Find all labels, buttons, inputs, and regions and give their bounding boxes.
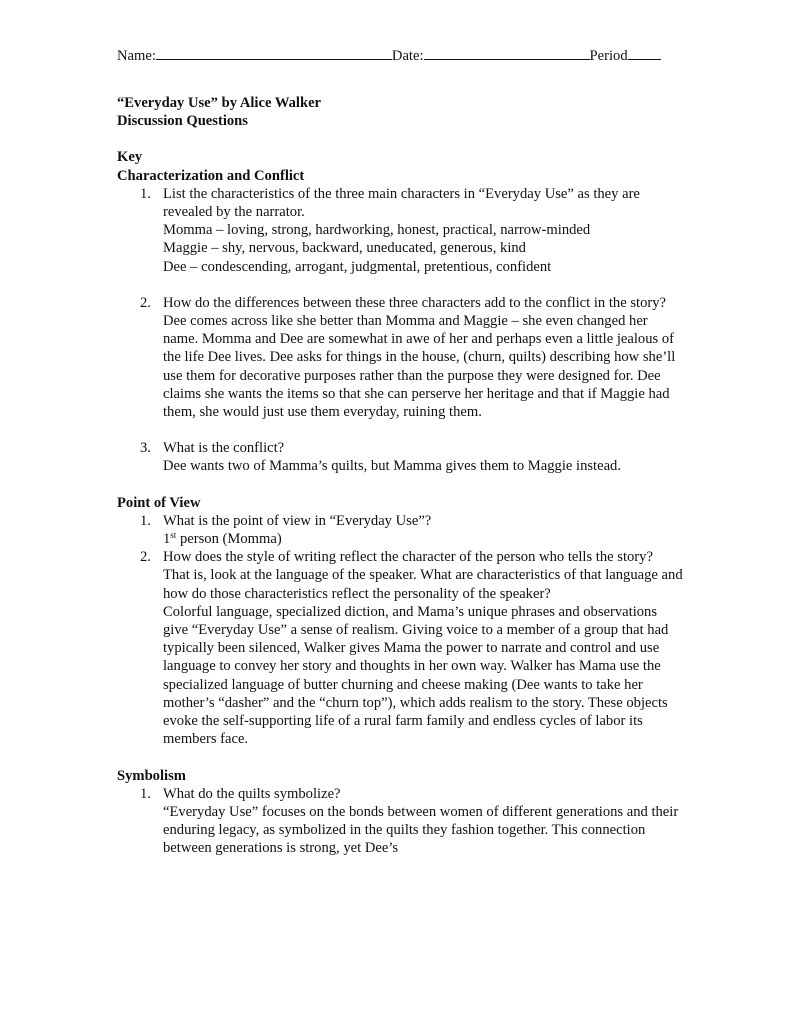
answer-text: Colorful language, specialized diction, and Mama’s unique phrases and observations give “Everyday Use” a sense of realism. Giving voice to a member of a group that had typically been silenced, Walker gives Mama the power to narrate and control and use language to convey her story and thoughts in her own way. Walker has Mama use the specialized language of butter churning and cheese making (Dee wants to take her mother’s “dasher” and the “churn top”), which adds realism to the story. These objects evoke the self-supporting life of a rural farm family and endless cycles of labor its members face. <box>163 603 669 748</box>
answer-momma: Momma – loving, strong, hardworking, honest, practical, narrow-minded <box>163 222 591 239</box>
date-blank-line <box>424 46 590 60</box>
key-block <box>117 148 683 184</box>
question-number: 2. <box>140 549 151 566</box>
answer-dee: Dee – condescending, arrogant, judgmental, pretentious, confident <box>163 258 552 275</box>
header-line <box>117 46 683 64</box>
answer-text: Dee comes across like she better than Momma and Maggie – she even changed her name. Momma and Dee are somewhat in awe of her and perhaps even a little jealous of the life Dee lives. Dee asks for things in the house, (churn, quilts) describing how she’ll use them for decorative purposes rather than the purpose they were designed for. Dee claims she wants the items so that she can perserve her heritage and that if Maggie had them, she would just use them everyday, ruining them. <box>163 313 676 421</box>
question-text: What is the conflict? <box>163 440 285 457</box>
section-heading-point-of-view: Point of View <box>117 494 201 511</box>
section-heading-characterization: Characterization and Conflict <box>117 167 305 184</box>
question-text: How does the style of writing reflect the character of the person who tells the story? That is, look at the language of the speaker. What are characteristics of that language and how do those characteristics reflect the personality of the speaker? <box>163 549 683 602</box>
question-text: What do the quilts symbolize? <box>163 785 341 802</box>
document-subtitle: Discussion Questions <box>117 113 248 130</box>
period-blank-line <box>628 46 661 60</box>
question-number: 3. <box>140 440 151 457</box>
question-item <box>117 548 683 748</box>
answer-ordinal-suffix: st <box>170 530 177 541</box>
question-item <box>117 512 683 548</box>
question-text: What is the point of view in “Everyday Use”? <box>163 512 432 529</box>
question-item <box>117 294 683 421</box>
document-title: “Everyday Use” by Alice Walker <box>117 95 322 111</box>
worksheet-page <box>117 46 683 858</box>
question-text: How do the differences between these three characters add to the conflict in the story? <box>163 294 667 311</box>
period-label: Period <box>589 48 628 64</box>
key-label: Key <box>117 149 143 166</box>
answer-ordinal-number: 1 <box>163 531 171 548</box>
date-label: Date: <box>391 48 424 64</box>
question-text: List the characteristics of the three main characters in “Everyday Use” as they are revealed by the narrator. <box>163 185 640 221</box>
question-number: 1. <box>140 512 151 529</box>
question-item <box>117 439 683 475</box>
question-number: 1. <box>140 185 151 202</box>
answer-text: “Everyday Use” focuses on the bonds between women of different generations and their enduring legacy, as symbolized in the quilts they fashion together. This connection between generations is strong, yet Dee’s <box>163 803 679 857</box>
answer-maggie: Maggie – shy, nervous, backward, uneducated, generous, kind <box>163 240 526 257</box>
point-of-view-questions <box>117 512 683 749</box>
question-item <box>117 785 683 858</box>
title-block <box>117 94 683 130</box>
question-number: 1. <box>140 785 151 802</box>
name-label: Name: <box>117 48 156 64</box>
question-number: 2. <box>140 294 151 311</box>
section-heading-symbolism: Symbolism <box>117 767 186 784</box>
question-item <box>117 185 683 276</box>
characterization-questions <box>117 185 683 476</box>
answer-text <box>163 530 683 548</box>
name-blank-line <box>156 46 392 60</box>
answer-rest: person (Momma) <box>176 531 282 548</box>
symbolism-questions <box>117 785 683 858</box>
answer-text: Dee wants two of Mamma’s quilts, but Mamma gives them to Maggie instead. <box>163 458 622 475</box>
